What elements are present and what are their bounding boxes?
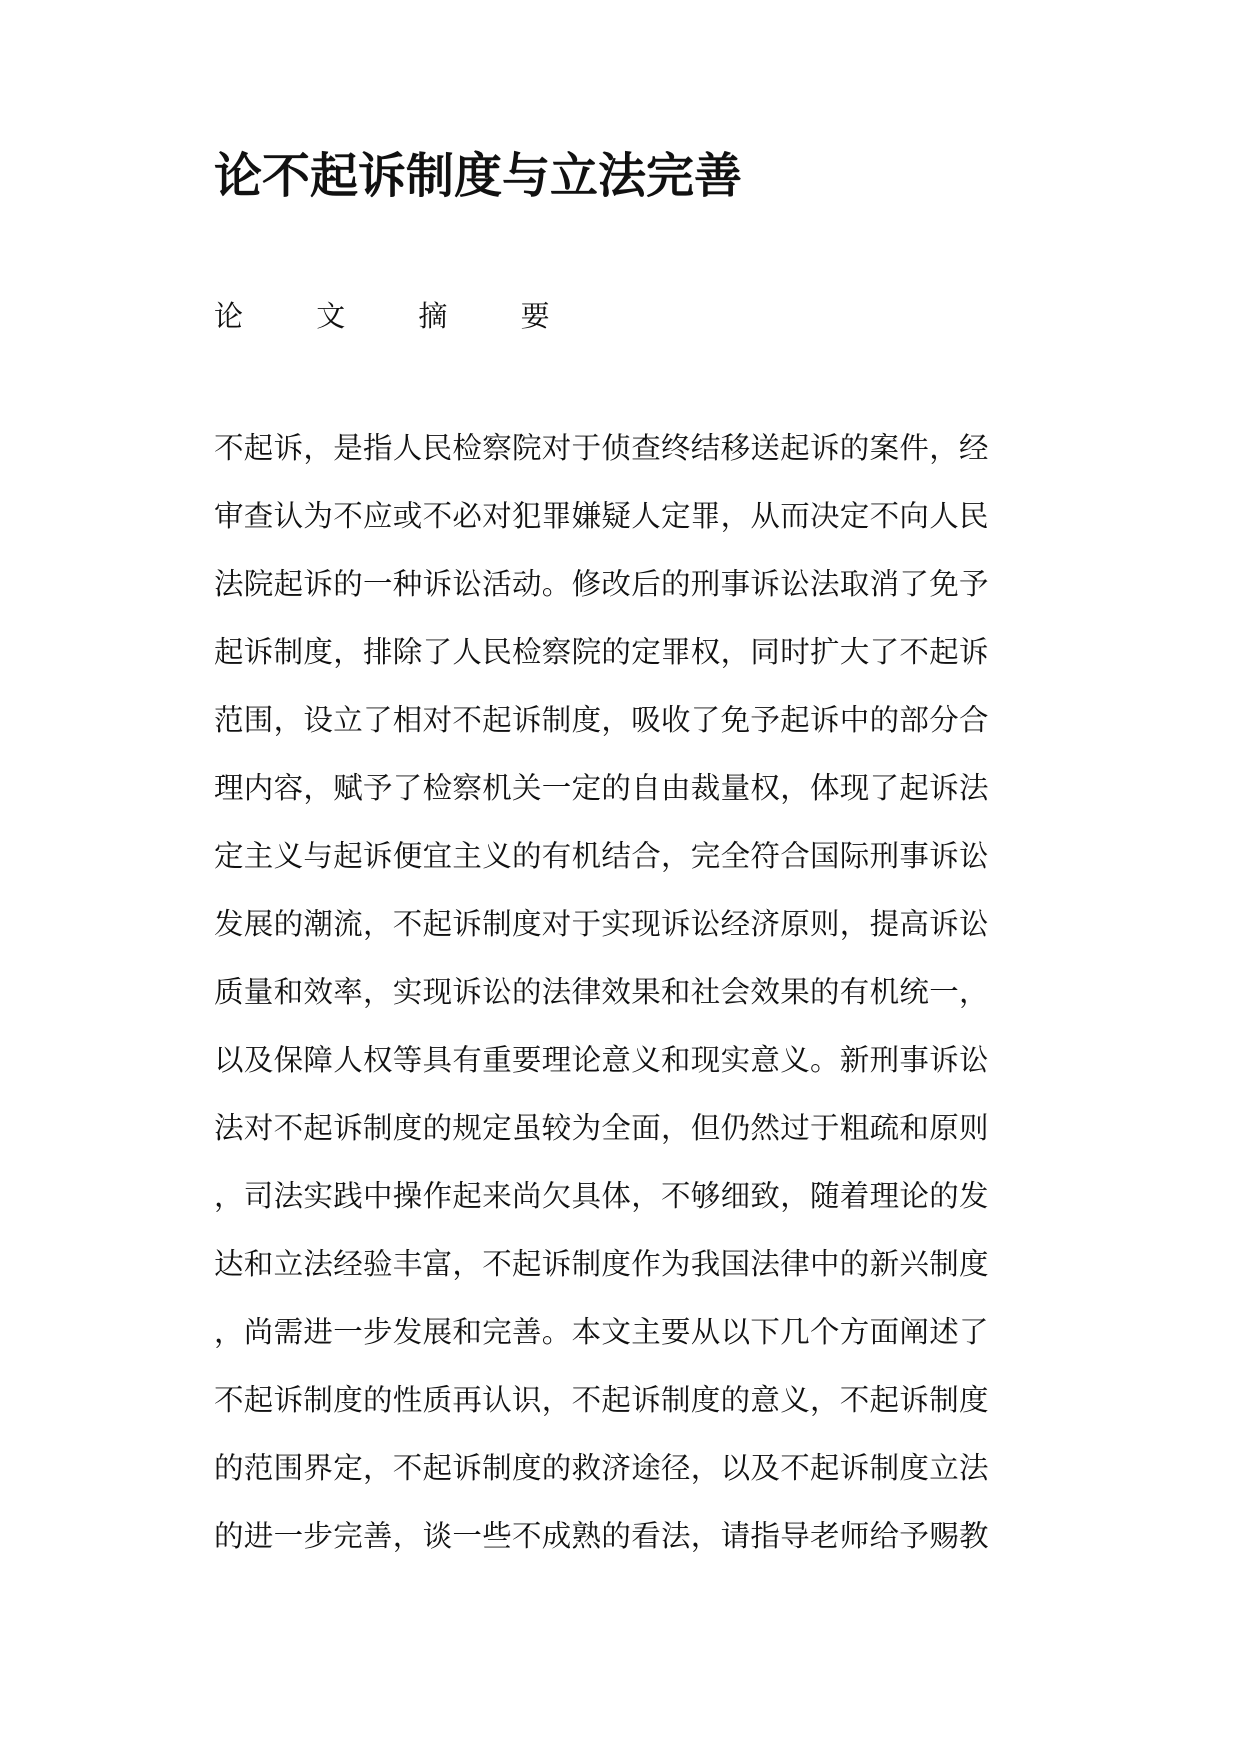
body-line: 质量和效率，实现诉讼的法律效果和社会效果的有机统一， <box>214 975 989 1009</box>
body-line: 不起诉，是指人民检察院对于侦查终结移送起诉的案件，经 <box>214 431 989 465</box>
body-line: 法对不起诉制度的规定虽较为全面，但仍然过于粗疏和原则 <box>214 1111 989 1145</box>
body-line: 达和立法经验丰富，不起诉制度作为我国法律中的新兴制度 <box>214 1247 989 1281</box>
body-line: ，尚需进一步发展和完善。本文主要从以下几个方面阐述了 <box>214 1315 989 1349</box>
body-line: ，司法实践中操作起来尚欠具体，不够细致，随着理论的发 <box>214 1179 989 1213</box>
abstract-heading: 论 文 摘 要 <box>214 299 582 333</box>
body-line: 以及保障人权等具有重要理论意义和现实意义。新刑事诉讼 <box>214 1043 989 1077</box>
body-line: 法院起诉的一种诉讼活动。修改后的刑事诉讼法取消了免予 <box>214 567 989 601</box>
body-line: 审查认为不应或不必对犯罪嫌疑人定罪，从而决定不向人民 <box>214 499 989 533</box>
body-line: 定主义与起诉便宜主义的有机结合，完全符合国际刑事诉讼 <box>214 839 989 873</box>
abstract-body <box>214 428 1034 1584</box>
body-line: 理内容，赋予了检察机关一定的自由裁量权，体现了起诉法 <box>214 771 989 805</box>
body-line: 发展的潮流，不起诉制度对于实现诉讼经济原则，提高诉讼 <box>214 907 989 941</box>
document-title: 论不起诉制度与立法完善 <box>214 148 743 204</box>
body-line: 的范围界定，不起诉制度的救济途径，以及不起诉制度立法 <box>214 1451 989 1485</box>
body-line: 起诉制度，排除了人民检察院的定罪权，同时扩大了不起诉 <box>214 635 989 669</box>
body-line: 范围，设立了相对不起诉制度，吸收了免予起诉中的部分合 <box>214 703 989 737</box>
body-line: 的进一步完善，谈一些不成熟的看法，请指导老师给予赐教 <box>214 1519 989 1553</box>
body-line: 不起诉制度的性质再认识，不起诉制度的意义，不起诉制度 <box>214 1383 989 1417</box>
